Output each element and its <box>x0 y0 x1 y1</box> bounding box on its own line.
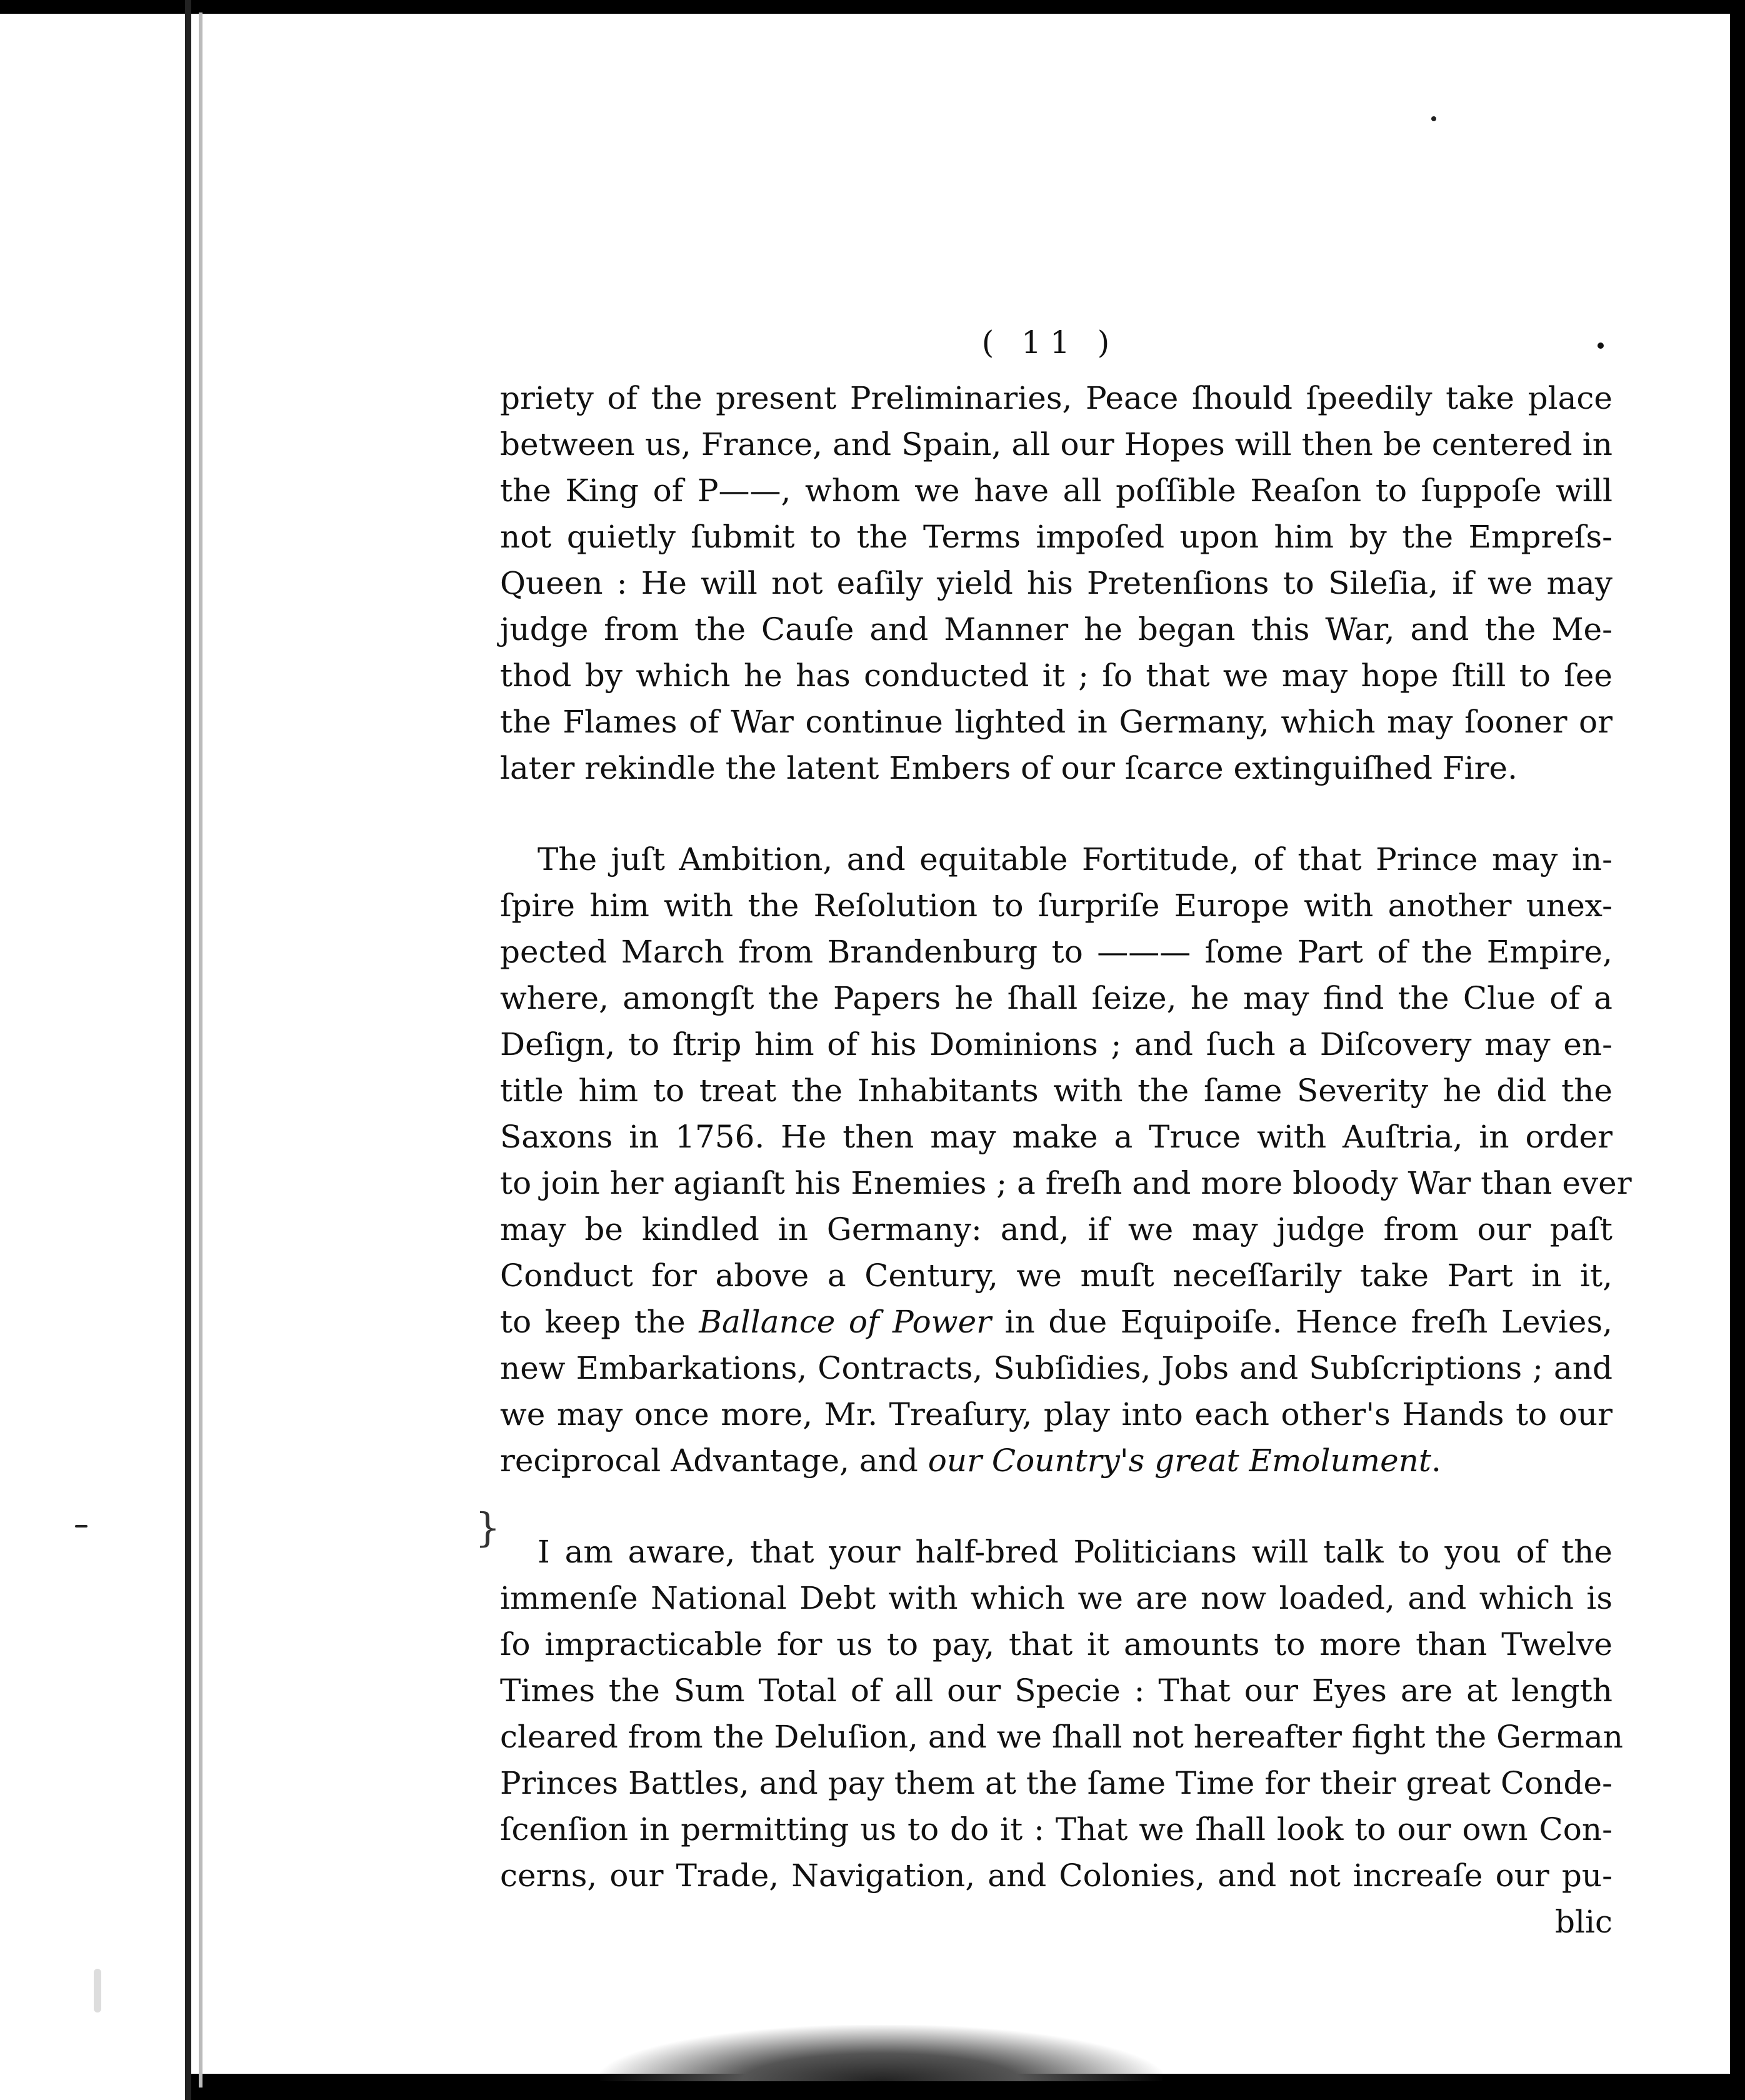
text-line: where, amongſt the Papers he ſhall ſeize, he may find the Clue of a <box>500 980 1612 1016</box>
text-line: ſo impracticable for us to pay, that it amounts to more than Twelve <box>500 1626 1612 1662</box>
text-line: Times the Sum Total of all our Specie : That our Eyes are at length <box>500 1672 1612 1709</box>
text-segment: in due Equipoiſe. Hence freſh Levies, <box>991 1304 1613 1340</box>
italic-phrase: Ballance of Power <box>699 1304 992 1340</box>
text-line: title him to treat the Inhabitants with the ſame Severity he did the <box>500 1072 1612 1109</box>
text-line: between us, France, and Spain, all our Hopes will then be centered in <box>500 426 1612 462</box>
paragraph-1 <box>500 375 1612 791</box>
text-line: Conduct for above a Century, we muſt neceſſarily take Part in it, <box>500 1258 1612 1294</box>
text-line: I am aware, that your half-bred Politicians will talk to you of the <box>538 1534 1612 1570</box>
italic-phrase: our Country's great Emolument <box>928 1442 1431 1479</box>
text-segment: . <box>1431 1442 1441 1479</box>
scan-border-top <box>0 0 1745 14</box>
text-line: cerns, our Trade, Navigation, and Colonies, and not increaſe our pu- <box>500 1858 1612 1894</box>
page-gutter-shadow <box>199 12 202 2088</box>
catchword: blic <box>1555 1904 1612 1940</box>
text-line: Princes Battles, and pay them at the ſame Time for their great Conde- <box>500 1765 1612 1801</box>
ink-dot <box>1598 342 1604 349</box>
text-line: thod by which he has conducted it ; ſo that we may hope ſtill to ſee <box>500 658 1612 694</box>
text-line: immenſe National Debt with which we are now loaded, and which is <box>500 1580 1612 1616</box>
text-line <box>500 1299 1612 1345</box>
text-line: ſcenſion in permitting us to do it : That we ſhall look to our own Con- <box>500 1811 1612 1848</box>
text-line: Deſign, to ſtrip him of his Dominions ; and ſuch a Diſcovery may en- <box>500 1026 1612 1062</box>
text-line: we may once more, Mr. Treaſury, play into each other's Hands to our <box>500 1396 1612 1432</box>
paragraph-3 <box>500 1529 1623 1945</box>
bottom-ink-bleed <box>600 2025 1162 2081</box>
text-segment: reciprocal Advantage, and <box>500 1442 928 1479</box>
paragraph-2 <box>500 836 1632 1484</box>
text-line: Queen : He will not eaſily yield his Pretenſions to Sileſia, if we may <box>500 565 1612 601</box>
text-line: judge from the Cauſe and Manner he began this War, and the Me- <box>500 611 1612 648</box>
text-line: may be kindled in Germany: and, if we may judge from our paſt <box>500 1211 1612 1248</box>
text-line: cleared from the Deluſion, and we ſhall not hereafter fight the German <box>500 1719 1623 1755</box>
text-line: pected March from Brandenburg to ——— ſome Part of the Empire, <box>500 934 1612 970</box>
text-line: new Embarkations, Contracts, Subſidies, Jobs and Subſcriptions ; and <box>500 1350 1612 1386</box>
scan-border-right <box>1730 0 1745 2100</box>
text-line: the Flames of War continue lighted in Germany, which may ſooner or <box>500 704 1612 740</box>
page-number: ( 11 ) <box>981 324 1119 361</box>
text-line: The juſt Ambition, and equitable Fortitude, of that Prince may in- <box>538 841 1612 878</box>
scan-speck <box>75 1525 88 1528</box>
facing-page-edge <box>0 14 185 2100</box>
page-gutter <box>185 0 191 2100</box>
text-line: later rekindle the latent Embers of our ſcarce extinguiſhed Fire. <box>500 750 1518 786</box>
text-line: Saxons in 1756. He then may make a Truce with Auſtria, in order <box>500 1119 1612 1155</box>
text-line: to join her agianſt his Enemies ; a freſh and more bloody War than ever <box>500 1165 1632 1201</box>
margin-brace-mark: } <box>475 1505 501 1551</box>
scan-speck <box>1431 116 1436 121</box>
text-line <box>500 1438 1612 1484</box>
text-segment: to keep the <box>500 1304 699 1340</box>
text-line: priety of the present Preliminaries, Peace ſhould ſpeedily take place <box>500 380 1612 416</box>
body-text <box>500 375 1632 1945</box>
text-line: the King of P——, whom we have all poſſible Reaſon to ſuppoſe will <box>500 472 1612 509</box>
scan-speck <box>94 1969 101 2012</box>
text-line: not quietly ſubmit to the Terms impoſed upon him by the Empreſs- <box>500 519 1612 555</box>
text-line: ſpire him with the Reſolution to ſurpriſe Europe with another unex- <box>500 888 1612 924</box>
